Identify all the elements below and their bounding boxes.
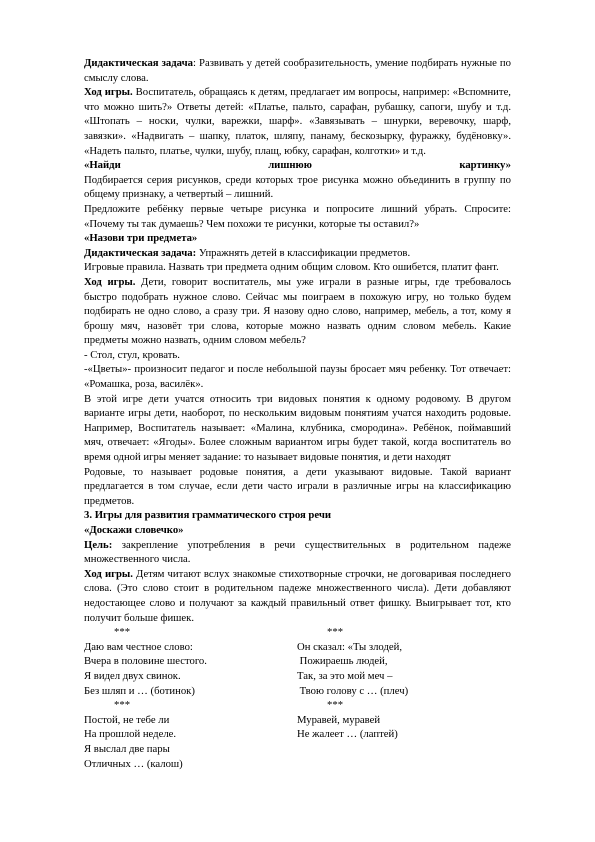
paragraph-text: Воспитатель, обращаясь к детям, предлагает им вопросы, например: «Вспомните, что можно шить?» Ответы детей: «Платье, пальто, сарафан, рубашку, сапоги, шубу и т.д. «Штопать – носки, чулки, варежки, шарф». «Завязывать – шнурки, веревочку, шарф, завязки». «Надвигать – шапку, платок, шляпу, панаму, бескозырку, фуражку, будёновку». «Надеть пальто, платье, чулки, шубу, плащ, юбку, сарафан, колготки» и т.д. — [84, 86, 511, 157]
paragraph-answer-furniture: - Стол, стул, кровать. — [84, 348, 180, 361]
paragraph-text: Упражнять детей в классификации предметов. — [196, 246, 411, 259]
poem-line: Отличных … (калош) — [84, 757, 183, 770]
paragraph-text: : Развивать у детей сообразительность, умение подбирать нужные по смыслу слова. — [84, 57, 511, 84]
poem-line: Я видел двух свинок. — [84, 669, 181, 682]
paragraph-text: Дети, говорит воспитатель, мы уже играли в разные игры, где требовалось быстро подобрать нужное слово. Сейчас мы поиграем в похожую игру, но только будем подбирать не одно слово, а сразу три. Я назову одно слово, например, мебель, а тот, кому я брошу мяч, назовёт три слова, которые можно назвать одним словом мебель. Какие предметы можно назвать, одним словом мебель? — [84, 275, 511, 347]
heading-section-3: 3. Игры для развития грамматического строя речи — [84, 509, 332, 522]
paragraph-game-course-1 — [84, 85, 511, 158]
heading-finish-word: «Доскажи словечко» — [84, 524, 184, 536]
paragraph-task-2 — [84, 246, 511, 261]
paragraph-find-1: Подбирается серия рисунков, среди которых трое рисунка можно объединить в группу по общему признаку, а четвертый – лишний. — [84, 173, 511, 201]
label-game-course: Ход игры. — [84, 567, 133, 580]
poem-line: Даю вам честное слово: — [84, 640, 193, 653]
poem-line: Я выслал две пары — [84, 742, 170, 755]
poem-column-right — [297, 625, 510, 698]
poem-column-left — [84, 698, 297, 771]
paragraph-goal — [84, 538, 511, 567]
poem-line: Он сказал: «Ты злодей, — [297, 640, 403, 653]
label-goal: Цель: — [84, 538, 113, 551]
poem-line: Так, за это мой меч – — [297, 669, 393, 682]
poem-separator: *** — [114, 626, 131, 639]
poem-line: Твою голову с … (плеч) — [297, 684, 409, 697]
heading-name-three: «Назови три предмета» — [84, 232, 198, 245]
poem-line: Постой, не тебе ли — [84, 713, 170, 726]
document-page — [84, 56, 511, 771]
paragraph-game-course-2 — [84, 275, 511, 348]
paragraph-task-1 — [84, 56, 511, 85]
paragraph-game-course-3 — [84, 567, 511, 625]
poem-line: Пожираешь людей, — [297, 655, 388, 668]
paragraph-rules: Игровые правила. Назвать три предмета одним общим словом. Кто ошибется, платит фант. — [84, 261, 499, 274]
poem-separator: *** — [327, 699, 344, 712]
poem-column-right — [297, 698, 510, 771]
paragraph-text: закрепление употребления в речи существительных в родительном падеже множественного числа. — [84, 538, 511, 566]
paragraph-find-2: Предложите ребёнку первые четыре рисунка и попросите лишний убрать. Спросите: «Почему ты так думаешь? Чем похожи те рисунки, которые ты оставил?» — [84, 202, 511, 230]
poem-line: Не жалеет … (лаптей) — [297, 728, 398, 741]
poem-line: На прошлой неделе. — [84, 728, 177, 741]
paragraph-generic: Родовые, то называет родовые понятия, а дети указывают видовые. Такой вариант предлагается в том случае, если дети часто играли в различные игры на классификацию предметов. — [84, 465, 511, 507]
paragraph-variants: В этой игре дети учатся относить три видовых понятия к одному родовому. В другом варианте игры дети, наоборот, по нескольким видовым понятиям учатся находить родовые. Например, Воспитатель называет: «Малина, клубника, смородина». Ребёнок, поймавший мяч, отвечает: «Ягоды». Более сложным вариантом игры будет такой, когда воспитатель во время одной игры меняет задание: то называет видовые понятия, и дети находят — [84, 392, 511, 464]
label-task: Дидактическая задача: — [84, 246, 197, 259]
paragraph-flowers: -«Цветы»- произносит педагог и после небольшой паузы бросает мяч ребенку. Тот отвечает: «Ромашка, роза, василёк». — [84, 363, 511, 391]
poem-column-left — [84, 625, 297, 698]
label-task: Дидактическая задача — [84, 57, 193, 69]
label-game-course: Ход игры. — [84, 275, 136, 288]
heading-find-extra: «Найди лишнюю картинку» — [84, 159, 511, 172]
poem-line: Муравей, муравей — [297, 713, 381, 726]
poem-separator: *** — [327, 626, 344, 639]
paragraph-text: Детям читают вслух знакомые стихотворные строчки, не договаривая последнего слова. (Это слово стоит в родительном падеже множественного числа). Дети добавляют недостающее слово и получают за каждый правильный ответ фишку. Выигрывает тот, кто получит больше фишек. — [84, 567, 511, 624]
poem-block-2 — [84, 698, 511, 771]
poem-block-1 — [84, 625, 511, 698]
poem-line: Без шляп и … (ботинок) — [84, 684, 195, 697]
label-game-course: Ход игры. — [84, 86, 133, 99]
poem-line: Вчера в половине шестого. — [84, 655, 207, 668]
poem-separator: *** — [114, 699, 131, 712]
